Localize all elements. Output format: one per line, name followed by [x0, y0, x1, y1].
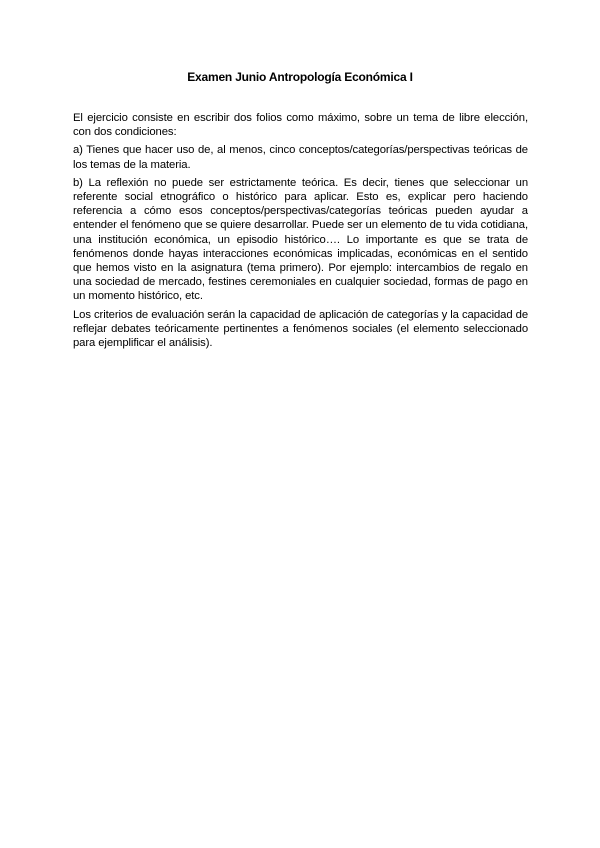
evaluation-criteria-paragraph: Los criterios de evaluación serán la capacidad de aplicación de categorías y la capacidad de reflejar debates teóricamente pertinentes a fenómenos sociales (el elemento seleccionado para ejemplificar el análisis).: [73, 308, 528, 350]
intro-paragraph: El ejercicio consiste en escribir dos folios como máximo, sobre un tema de libre elección, con dos condiciones:: [73, 112, 528, 139]
document-body: [73, 111, 528, 354]
document-title: Examen Junio Antropología Económica I: [187, 70, 413, 84]
condition-b-paragraph: b) La reflexión no puede ser estrictamente teórica. Es decir, tienes que seleccionar un referente social etnográfico o histórico para aplicar. Esto es, explicar pero haciendo referencia a cómo esos conceptos/perspectivas/categorías teóricas pueden ayudar a entender el fenómeno que se quiere desarrollar. Puede ser un elemento de tu vida cotidiana, una institución económica, un episodio histórico…. Lo importante es que se trata de fenómenos donde hayas interacciones económicas implicadas, económicas en el sentido que hemos visto en la asignatura (tema primero). Por ejemplo: intercambios de regalo en una sociedad de mercado, festines ceremoniales en cualquier sociedad, formas de pago en un momento histórico, etc.: [73, 176, 529, 303]
condition-a-paragraph: a) Tienes que hacer uso de, al menos, cinco conceptos/categorías/perspectivas teóricas de los temas de la materia.: [73, 144, 528, 171]
